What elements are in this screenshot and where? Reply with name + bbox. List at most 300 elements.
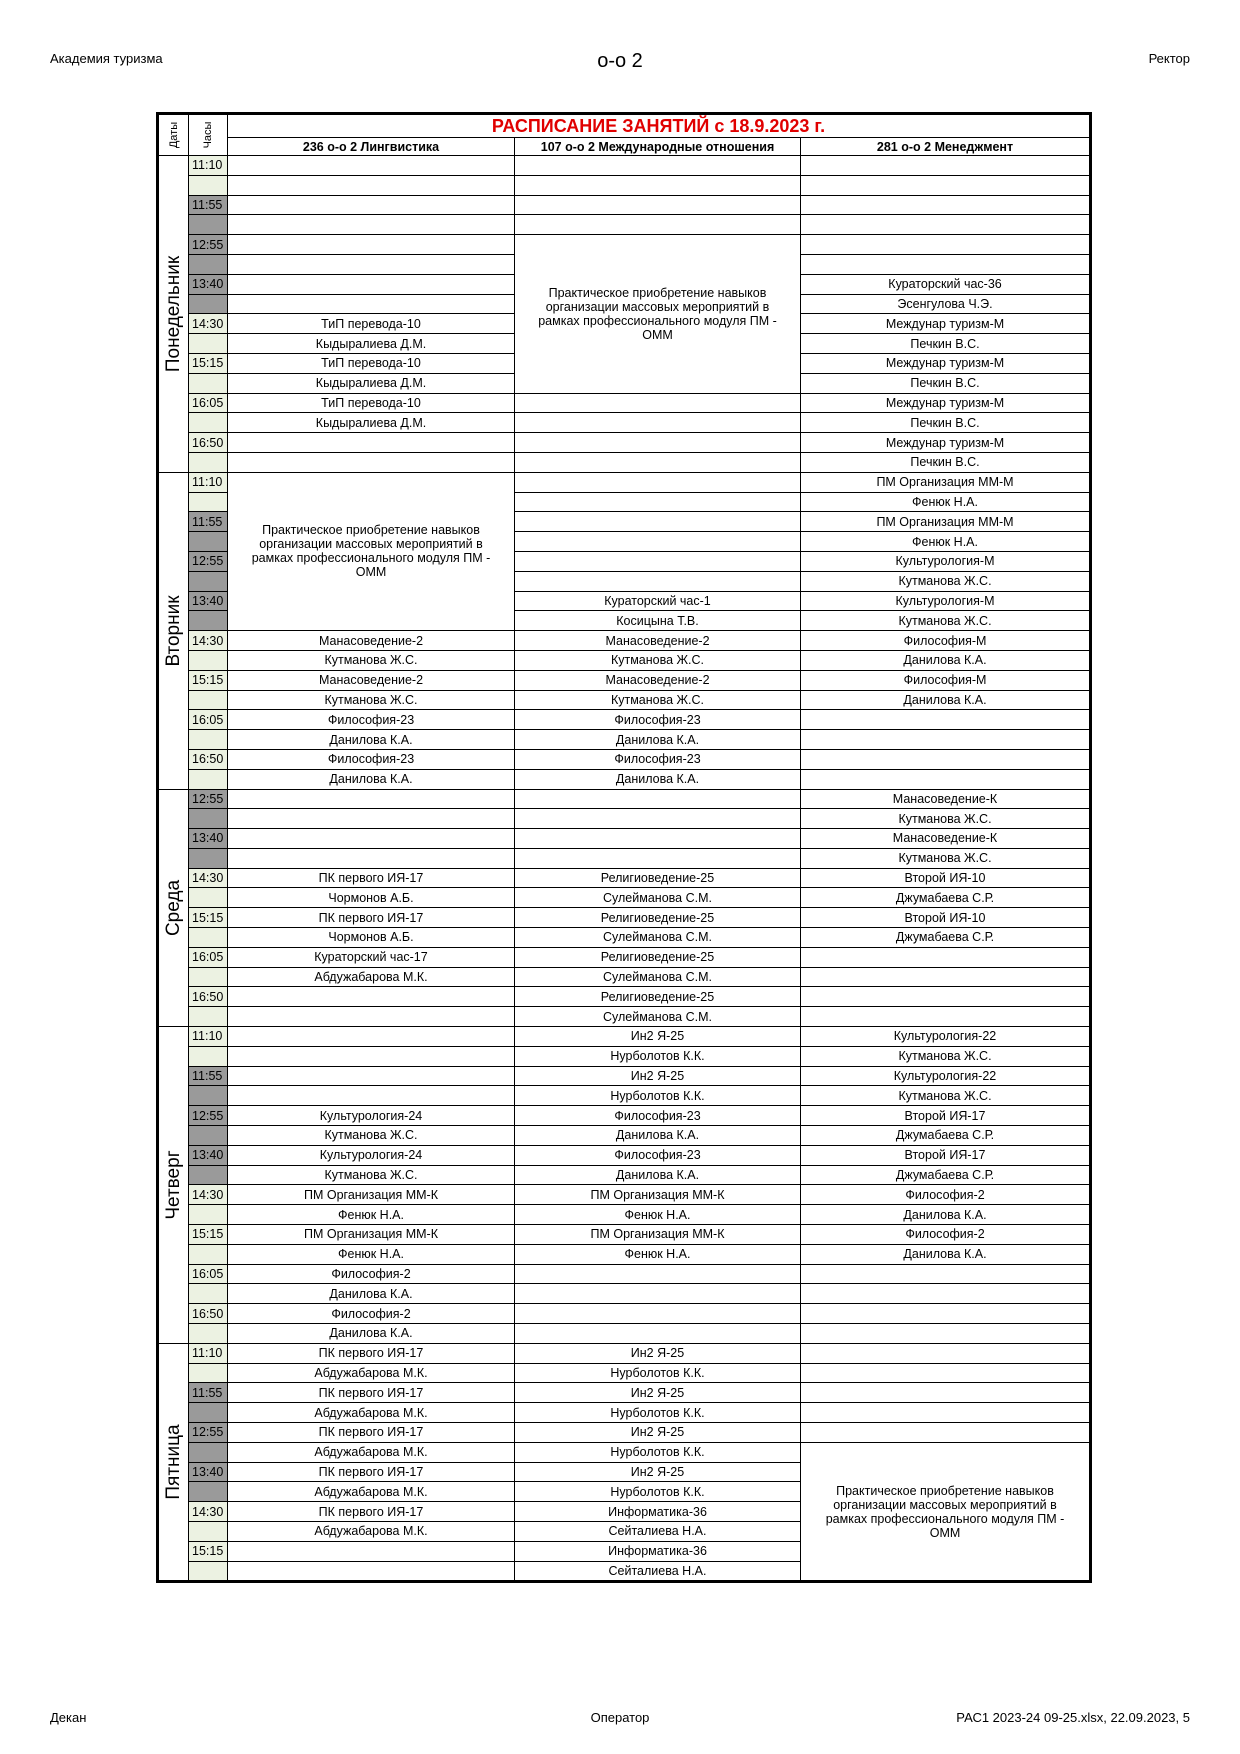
lesson-cell [801,749,1091,769]
lesson-cell: Манасоведение-К [801,789,1091,809]
group-header: 281 о-о 2 Менеджмент [801,138,1091,156]
lesson-cell [801,1304,1091,1324]
lesson-cell: Чормонов А.Б. [228,928,515,948]
footer-left: Декан [50,1710,87,1725]
lesson-cell: Философия-2 [228,1304,515,1324]
lesson-cell: Печкин В.С. [801,413,1091,433]
lesson-cell [228,809,515,829]
lesson-cell: Кутманова Ж.С. [228,650,515,670]
lesson-cell: Ин2 Я-25 [515,1423,801,1443]
schedule-row [158,1086,1091,1106]
lesson-cell: Философия-2 [228,1264,515,1284]
group-header: 107 о-о 2 Международные отношения [515,138,801,156]
time-cell [189,730,228,750]
lesson-cell: Нурболотов К.К. [515,1482,801,1502]
schedule-row [158,1205,1091,1225]
lesson-cell [801,769,1091,789]
time-cell [189,928,228,948]
lesson-cell [228,1046,515,1066]
day-label: Четверг [158,1027,189,1344]
header-center: о-о 2 [597,50,643,72]
lesson-cell: ПК первого ИЯ-17 [228,908,515,928]
time-cell: 14:30 [189,1502,228,1522]
time-cell: 12:55 [189,235,228,255]
header-left: Академия туризма [50,51,163,66]
time-cell: 15:15 [189,670,228,690]
lesson-cell: Кураторский час-1 [515,591,801,611]
lesson-cell [801,1383,1091,1403]
schedule-row [158,1106,1091,1126]
schedule-row [158,650,1091,670]
lesson-cell: Междунар туризм-М [801,393,1091,413]
lesson-cell: Второй ИЯ-17 [801,1106,1091,1126]
schedule-row [158,413,1091,433]
schedule-row [158,848,1091,868]
time-cell: 15:15 [189,1541,228,1561]
lesson-cell: Философия-23 [228,749,515,769]
schedule-row [158,1324,1091,1344]
lesson-cell: Кутманова Ж.С. [228,1165,515,1185]
lesson-cell: Культурология-24 [228,1145,515,1165]
lesson-cell: Второй ИЯ-10 [801,868,1091,888]
time-cell [189,809,228,829]
lesson-cell: Данилова К.А. [228,1324,515,1344]
lesson-cell: Кутманова Ж.С. [801,571,1091,591]
schedule-row [158,1145,1091,1165]
lesson-cell [515,413,801,433]
time-cell: 11:55 [189,195,228,215]
time-cell: 11:10 [189,1027,228,1047]
lesson-cell [515,571,801,591]
schedule-row [158,1284,1091,1304]
time-cell [189,215,228,235]
schedule-row [158,987,1091,1007]
schedule-row [158,1185,1091,1205]
lesson-cell: Данилова К.А. [515,1165,801,1185]
lesson-cell: Культурология-22 [801,1027,1091,1047]
lesson-cell: Кыдыралиева Д.М. [228,413,515,433]
schedule-row [158,769,1091,789]
schedule-row [158,947,1091,967]
time-cell [189,1403,228,1423]
lesson-cell: Абдужабарова М.К. [228,1521,515,1541]
lesson-cell: Фенюк Н.А. [801,532,1091,552]
lesson-cell [801,1007,1091,1027]
lesson-cell: Данилова К.А. [801,690,1091,710]
lesson-cell [515,215,801,235]
lesson-cell [228,1561,515,1582]
lesson-cell: ПМ Организация ММ-К [515,1185,801,1205]
schedule-row [158,1363,1091,1383]
time-cell: 11:55 [189,512,228,532]
lesson-cell [515,1264,801,1284]
lesson-cell: Сулейманова С.М. [515,1007,801,1027]
time-cell: 16:05 [189,1264,228,1284]
time-cell [189,1482,228,1502]
lesson-cell: ПК первого ИЯ-17 [228,1462,515,1482]
time-cell: 14:30 [189,631,228,651]
schedule-row [158,1165,1091,1185]
day-label: Среда [158,789,189,1027]
lesson-cell: Культурология-22 [801,1066,1091,1086]
lesson-cell [801,175,1091,195]
time-cell [189,1126,228,1146]
time-cell: 11:55 [189,1383,228,1403]
time-cell: 12:55 [189,1423,228,1443]
schedule-row [158,1343,1091,1363]
lesson-cell: Фенюк Н.А. [228,1205,515,1225]
lesson-cell: Абдужабарова М.К. [228,1482,515,1502]
lesson-cell: Манасоведение-2 [515,631,801,651]
lesson-cell [801,1403,1091,1423]
lesson-cell [515,195,801,215]
lesson-cell: Нурболотов К.К. [515,1046,801,1066]
lesson-cell: Сулейманова С.М. [515,888,801,908]
lesson-cell [515,452,801,472]
schedule-row [158,690,1091,710]
lesson-cell [515,433,801,453]
lesson-cell: Данилова К.А. [801,1244,1091,1264]
lesson-cell [228,1086,515,1106]
time-cell [189,492,228,512]
lesson-cell [801,1284,1091,1304]
time-cell [189,848,228,868]
lesson-cell: Сулейманова С.М. [515,967,801,987]
day-label: Пятница [158,1343,189,1582]
lesson-cell: ТиП перевода-10 [228,393,515,413]
time-cell [189,254,228,274]
time-cell: 13:40 [189,1145,228,1165]
lesson-cell: Кыдыралиева Д.М. [228,373,515,393]
lesson-cell [228,829,515,849]
schedule-row [158,1403,1091,1423]
lesson-cell: Абдужабарова М.К. [228,1363,515,1383]
schedule-row [158,928,1091,948]
time-cell: 15:15 [189,1225,228,1245]
time-cell: 12:55 [189,551,228,571]
lesson-cell: Кутманова Ж.С. [801,611,1091,631]
lesson-cell [228,848,515,868]
lesson-cell: Философия-23 [228,710,515,730]
lesson-cell [801,1363,1091,1383]
time-cell: 16:05 [189,393,228,413]
time-cell [189,1007,228,1027]
time-cell [189,413,228,433]
lesson-cell [801,1324,1091,1344]
lesson-cell: Данилова К.А. [515,769,801,789]
lesson-cell [515,1304,801,1324]
schedule-row [158,175,1091,195]
lesson-cell [515,1324,801,1344]
lesson-cell: ПМ Организация ММ-К [228,1225,515,1245]
lesson-cell [515,848,801,868]
lesson-cell: Культурология-24 [228,1106,515,1126]
schedule-row [158,1304,1091,1324]
time-cell: 16:50 [189,749,228,769]
schedule-row [158,1264,1091,1284]
lesson-cell [801,730,1091,750]
lesson-cell [801,967,1091,987]
lesson-cell [515,492,801,512]
lesson-cell [515,175,801,195]
practice-block: Практическое приобретение навыков организации массовых мероприятий в рамках профессионального модуля ПМ - ОММ [801,1442,1091,1582]
lesson-cell [801,1423,1091,1443]
schedule-row [158,868,1091,888]
schedule-row [158,631,1091,651]
lesson-cell [801,254,1091,274]
lesson-cell: Печкин В.С. [801,452,1091,472]
lesson-cell [515,1284,801,1304]
lesson-cell [515,393,801,413]
lesson-cell [228,175,515,195]
schedule-row [158,749,1091,769]
schedule-row [158,1244,1091,1264]
time-cell: 11:10 [189,1343,228,1363]
lesson-cell: Сулейманова С.М. [515,928,801,948]
schedule-row [158,809,1091,829]
lesson-cell: Культурология-М [801,591,1091,611]
lesson-cell: Философия-23 [515,1145,801,1165]
day-label: Вторник [158,472,189,789]
time-cell: 14:30 [189,868,228,888]
time-cell [189,1324,228,1344]
time-cell: 13:40 [189,1462,228,1482]
time-cell: 15:15 [189,908,228,928]
lesson-cell: Данилова К.А. [801,650,1091,670]
lesson-cell: Религиоведение-25 [515,947,801,967]
time-cell [189,373,228,393]
schedule-row [158,1442,1091,1462]
group-header: 236 о-о 2 Лингвистика [228,138,515,156]
lesson-cell: Ин2 Я-25 [515,1343,801,1363]
time-cell [189,611,228,631]
lesson-cell: Джумабаева С.Р. [801,928,1091,948]
lesson-cell: Печкин В.С. [801,373,1091,393]
lesson-cell: Кураторский час-17 [228,947,515,967]
lesson-cell: ПК первого ИЯ-17 [228,1502,515,1522]
lesson-cell [515,532,801,552]
time-cell [189,1561,228,1582]
lesson-cell: Информатика-36 [515,1502,801,1522]
time-cell: 11:55 [189,1066,228,1086]
footer-right: РАС1 2023-24 09-25.xlsx, 22.09.2023, 5 [956,1710,1190,1725]
lesson-cell [801,710,1091,730]
lesson-cell [801,195,1091,215]
dates-column-header: Даты [158,114,189,156]
lesson-cell: Кутманова Ж.С. [801,1046,1091,1066]
time-cell: 12:55 [189,1106,228,1126]
time-cell [189,888,228,908]
lesson-cell [228,294,515,314]
lesson-cell [801,987,1091,1007]
lesson-cell: Манасоведение-2 [515,670,801,690]
lesson-cell [801,215,1091,235]
lesson-cell: ПК первого ИЯ-17 [228,1383,515,1403]
time-cell: 13:40 [189,591,228,611]
schedule-row [158,1225,1091,1245]
lesson-cell [228,1027,515,1047]
lesson-cell: Религиоведение-25 [515,908,801,928]
time-cell [189,175,228,195]
lesson-cell: ПМ Организация ММ-М [801,512,1091,532]
lesson-cell: Фенюк Н.А. [515,1244,801,1264]
lesson-cell: Философия-2 [801,1225,1091,1245]
lesson-cell: Второй ИЯ-10 [801,908,1091,928]
lesson-cell [228,274,515,294]
lesson-cell [515,551,801,571]
schedule-row [158,195,1091,215]
lesson-cell: Кутманова Ж.С. [228,690,515,710]
lesson-cell: Ин2 Я-25 [515,1462,801,1482]
schedule-row [158,393,1091,413]
lesson-cell: Фенюк Н.А. [228,1244,515,1264]
lesson-cell [801,235,1091,255]
lesson-cell: Нурболотов К.К. [515,1086,801,1106]
time-cell [189,452,228,472]
time-cell: 13:40 [189,274,228,294]
time-cell [189,967,228,987]
lesson-cell: Абдужабарова М.К. [228,1403,515,1423]
practice-block: Практическое приобретение навыков организации массовых мероприятий в рамках профессионального модуля ПМ - ОММ [515,235,801,393]
time-cell [189,294,228,314]
lesson-cell [228,452,515,472]
lesson-cell: Кутманова Ж.С. [801,848,1091,868]
lesson-cell [801,1264,1091,1284]
lesson-cell: Абдужабарова М.К. [228,1442,515,1462]
time-cell: 11:10 [189,156,228,176]
lesson-cell: Сейталиева Н.А. [515,1561,801,1582]
lesson-cell [515,156,801,176]
lesson-cell: Фенюк Н.А. [515,1205,801,1225]
lesson-cell: Кутманова Ж.С. [228,1126,515,1146]
lesson-cell [228,195,515,215]
lesson-cell: Философия-23 [515,749,801,769]
schedule-row [158,433,1091,453]
lesson-cell [801,1343,1091,1363]
time-cell: 14:30 [189,1185,228,1205]
time-cell: 16:50 [189,1304,228,1324]
lesson-cell [515,809,801,829]
time-cell [189,769,228,789]
lesson-cell: Информатика-36 [515,1541,801,1561]
time-cell: 16:05 [189,947,228,967]
lesson-cell [228,1066,515,1086]
lesson-cell: Джумабаева С.Р. [801,888,1091,908]
lesson-cell: ПК первого ИЯ-17 [228,1343,515,1363]
lesson-cell [515,512,801,532]
schedule-row [158,789,1091,809]
lesson-cell: ПК первого ИЯ-17 [228,868,515,888]
lesson-cell: Кыдыралиева Д.М. [228,334,515,354]
schedule-row [158,1423,1091,1443]
lesson-cell: Ин2 Я-25 [515,1066,801,1086]
schedule-row [158,1027,1091,1047]
header-right: Ректор [1148,51,1190,66]
lesson-cell [228,789,515,809]
time-cell [189,1046,228,1066]
schedule-row [158,472,1091,492]
lesson-cell: Абдужабарова М.К. [228,967,515,987]
lesson-cell [515,472,801,492]
lesson-cell: Философия-М [801,631,1091,651]
lesson-cell: Сейталиева Н.А. [515,1521,801,1541]
lesson-cell: Кутманова Ж.С. [801,809,1091,829]
day-label: Понедельник [158,156,189,473]
schedule-row [158,1007,1091,1027]
lesson-cell: Кутманова Ж.С. [515,690,801,710]
practice-block: Практическое приобретение навыков организации массовых мероприятий в рамках профессионального модуля ПМ - ОММ [228,472,515,630]
lesson-cell [228,1007,515,1027]
time-cell [189,1284,228,1304]
schedule-row [158,1126,1091,1146]
time-cell: 11:10 [189,472,228,492]
lesson-cell [228,215,515,235]
schedule-row [158,670,1091,690]
lesson-cell: ТиП перевода-10 [228,353,515,373]
schedule-row [158,1066,1091,1086]
lesson-cell: Данилова К.А. [228,769,515,789]
lesson-cell: Философия-М [801,670,1091,690]
lesson-cell [515,789,801,809]
schedule-table [156,112,1092,1583]
time-cell [189,334,228,354]
lesson-cell: Манасоведение-2 [228,631,515,651]
schedule-row [158,730,1091,750]
lesson-cell: Кутманова Ж.С. [515,650,801,670]
lesson-cell: Философия-23 [515,710,801,730]
lesson-cell [228,235,515,255]
lesson-cell: Ин2 Я-25 [515,1027,801,1047]
time-cell: 12:55 [189,789,228,809]
lesson-cell [228,156,515,176]
lesson-cell: Кутманова Ж.С. [801,1086,1091,1106]
lesson-cell: Данилова К.А. [228,1284,515,1304]
lesson-cell: Печкин В.С. [801,334,1091,354]
time-cell [189,690,228,710]
time-cell: 16:50 [189,433,228,453]
time-cell: 15:15 [189,353,228,373]
lesson-cell: Данилова К.А. [228,730,515,750]
lesson-cell [515,829,801,849]
lesson-cell: Религиоведение-25 [515,987,801,1007]
time-cell [189,1521,228,1541]
time-cell [189,650,228,670]
schedule-row [158,967,1091,987]
schedule-row [158,1046,1091,1066]
time-cell [189,571,228,591]
hours-column-header: Часы [189,114,228,156]
lesson-cell: ПМ Организация ММ-М [801,472,1091,492]
schedule-title: РАСПИСАНИЕ ЗАНЯТИЙ с 18.9.2023 г. [228,114,1091,138]
lesson-cell: Культурология-М [801,551,1091,571]
schedule-row [158,1383,1091,1403]
lesson-cell: ПК первого ИЯ-17 [228,1423,515,1443]
time-cell [189,1165,228,1185]
lesson-cell: Междунар туризм-М [801,353,1091,373]
lesson-cell [228,254,515,274]
lesson-cell: Нурболотов К.К. [515,1363,801,1383]
lesson-cell: Джумабаева С.Р. [801,1165,1091,1185]
time-cell: 16:05 [189,710,228,730]
time-cell [189,1086,228,1106]
lesson-cell: Косицына Т.В. [515,611,801,631]
time-cell: 14:30 [189,314,228,334]
lesson-cell: Второй ИЯ-17 [801,1145,1091,1165]
lesson-cell: Эсенгулова Ч.Э. [801,294,1091,314]
lesson-cell: Нурболотов К.К. [515,1403,801,1423]
schedule-row [158,452,1091,472]
lesson-cell: Кураторский час-36 [801,274,1091,294]
